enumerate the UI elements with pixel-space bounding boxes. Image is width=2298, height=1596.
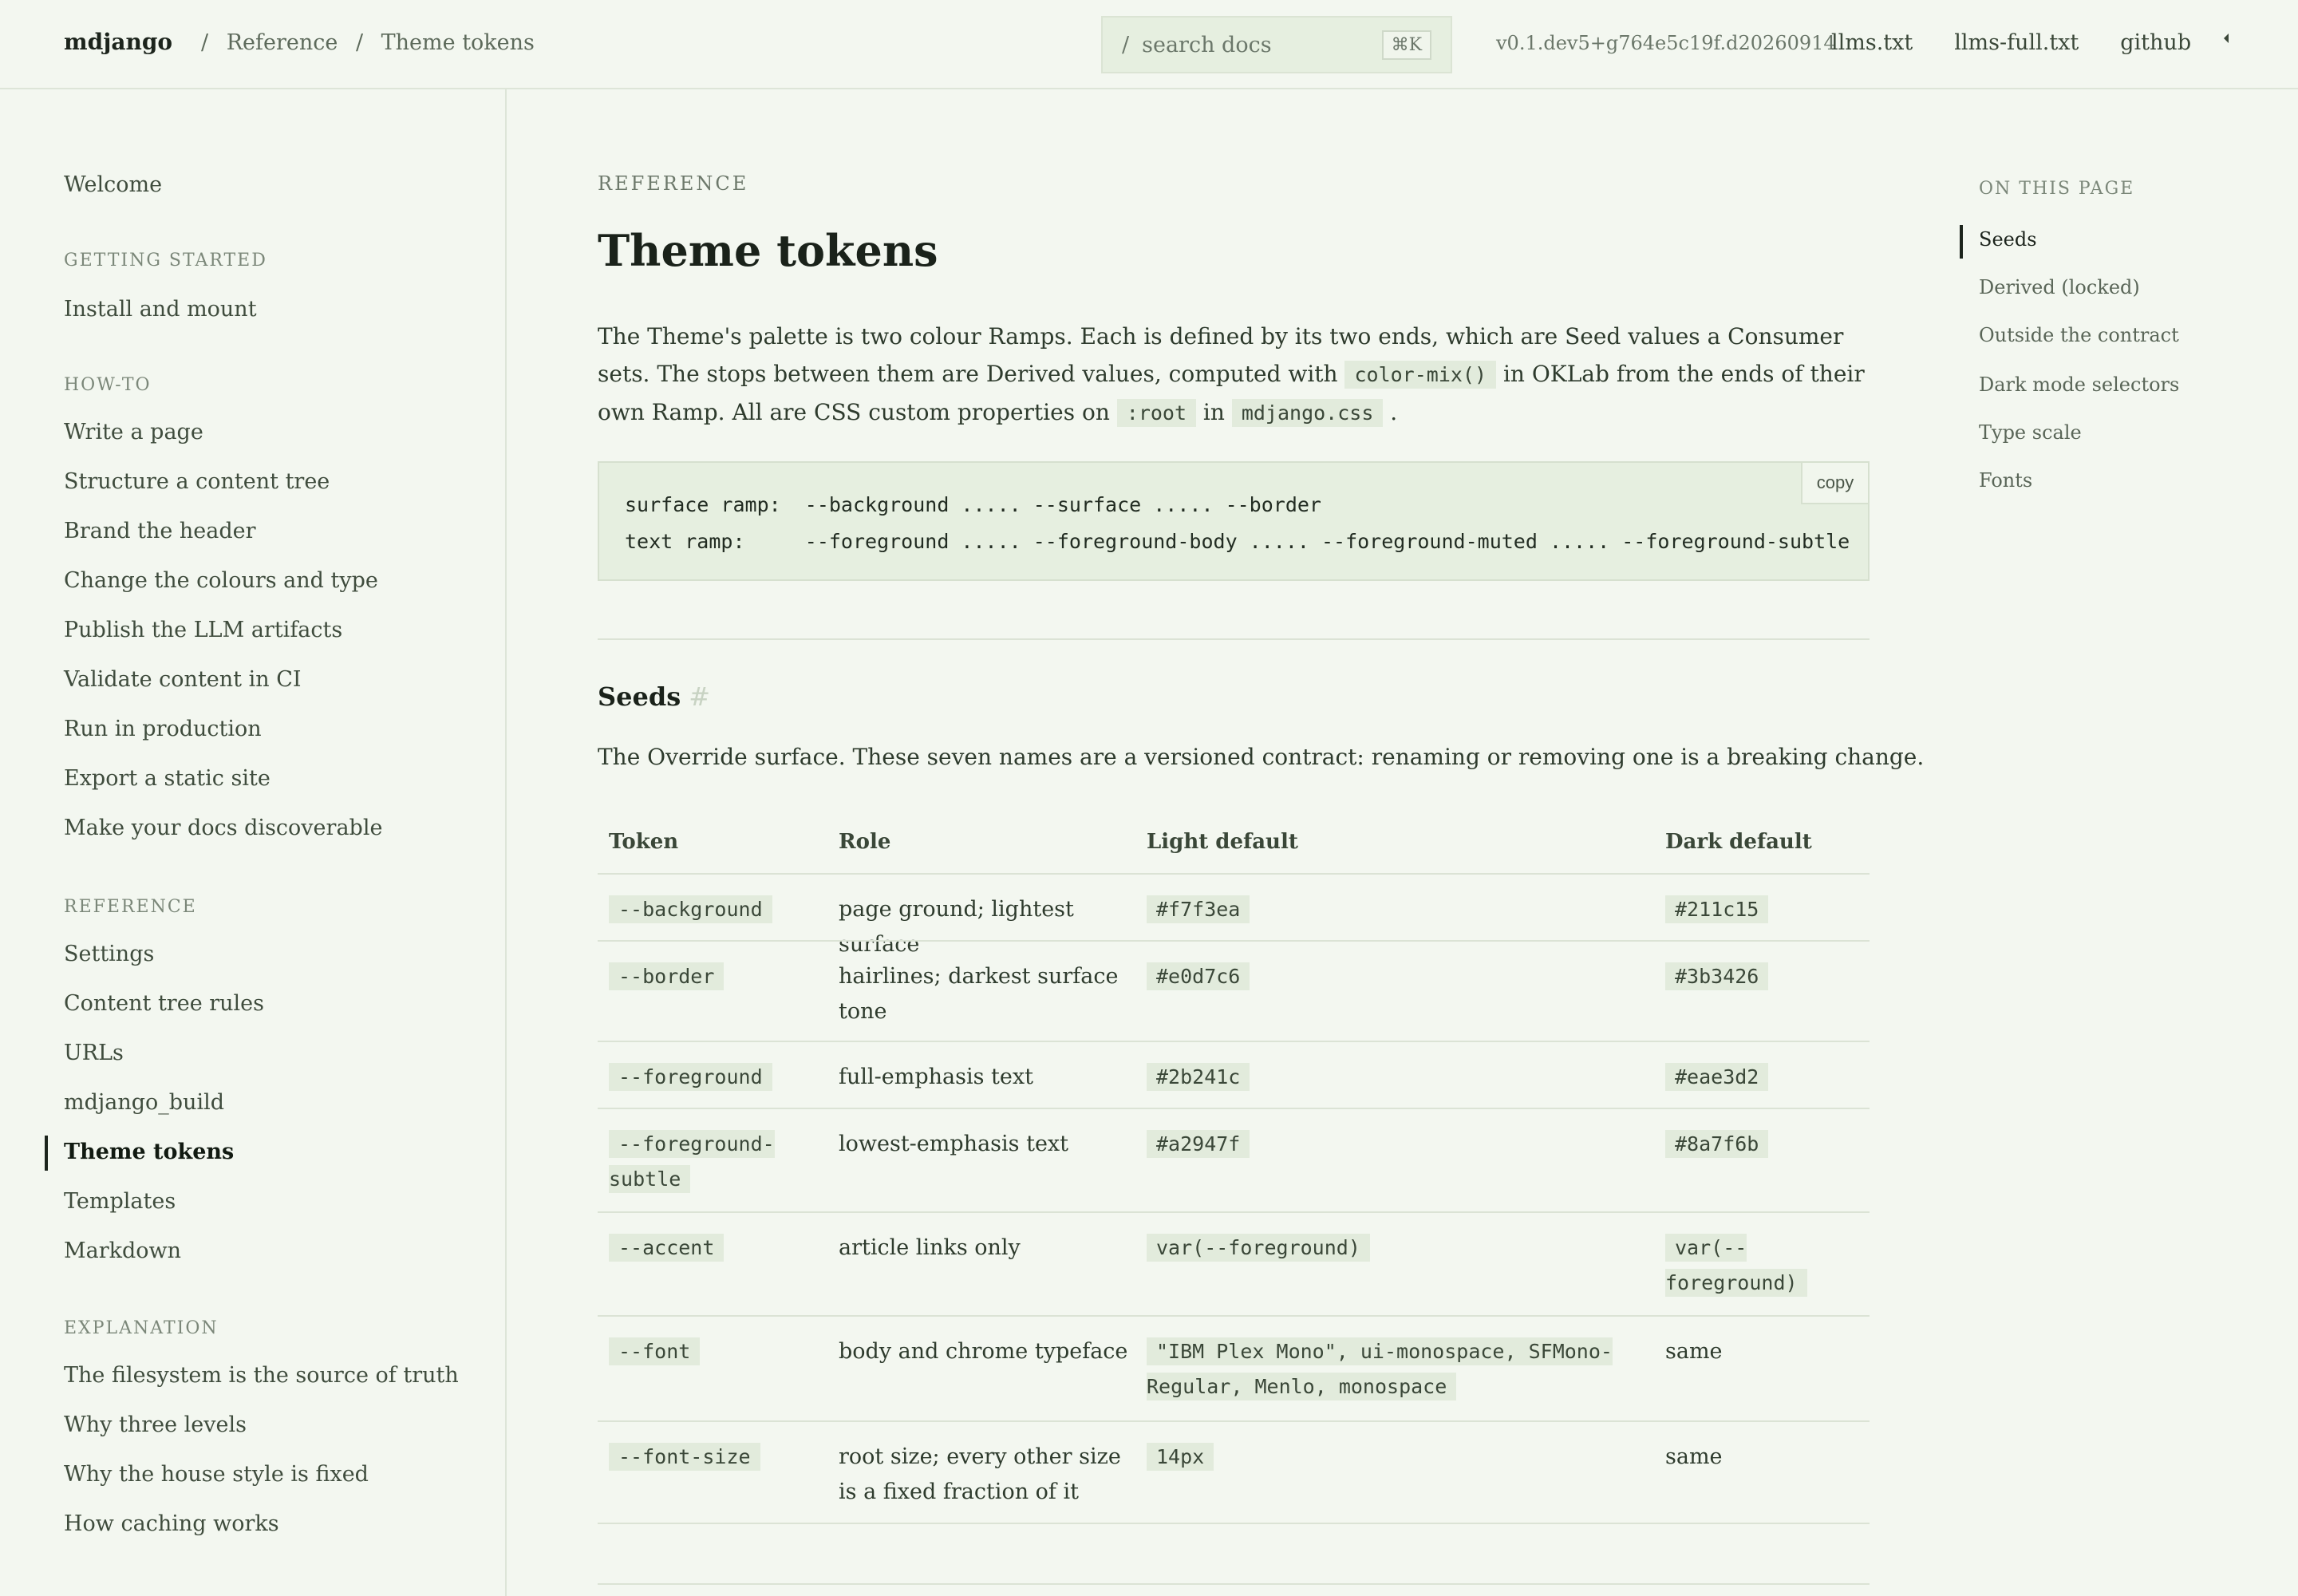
- light-default-cell: [1147, 1334, 1657, 1404]
- sidebar-item-urls[interactable]: URLs: [64, 1041, 124, 1065]
- dark-default-cell: same: [1665, 1339, 1723, 1364]
- toc-item-fonts[interactable]: Fonts: [1979, 469, 2033, 492]
- sidebar-item-why-three-levels[interactable]: Why three levels: [64, 1412, 247, 1437]
- token-code: --border: [609, 962, 724, 990]
- sidebar-item-content-tree-rules[interactable]: Content tree rules: [64, 991, 265, 1016]
- token-code: --font-size: [609, 1443, 760, 1471]
- value-code: #211c15: [1665, 895, 1768, 923]
- breadcrumb-separator: /: [355, 30, 364, 55]
- dark-default-cell: [1665, 1231, 1817, 1301]
- light-default-cell: [1147, 892, 1657, 927]
- table-row: [598, 1211, 1870, 1317]
- token-code: --accent: [609, 1234, 724, 1262]
- inline-code-color-mix: color-mix(): [1344, 361, 1496, 389]
- value-code: #8a7f6b: [1665, 1130, 1768, 1158]
- intro-text: in OKLab from the ends of their own Ramp. All are CSS custom properties on: [598, 361, 1865, 425]
- toc-active-indicator: [1960, 225, 1963, 259]
- light-default-cell: [1147, 959, 1657, 994]
- toc-item-outside-contract[interactable]: Outside the contract: [1979, 324, 2179, 346]
- role-cell: root size; every other size is a fixed fraction of it: [839, 1444, 1121, 1504]
- toc-item-type-scale[interactable]: Type scale: [1979, 421, 2082, 444]
- anchor-link[interactable]: #: [689, 681, 711, 712]
- token-cell: [609, 1127, 792, 1197]
- token-cell: [609, 959, 824, 994]
- dark-default-cell: [1665, 959, 1865, 994]
- light-default-cell: [1147, 1440, 1657, 1475]
- toc-heading: ON THIS PAGE: [1979, 179, 2135, 199]
- seeds-description: The Override surface. These seven names are a versioned contract: renaming or removing one is a breaking change.: [598, 744, 1925, 770]
- token-code: --background: [609, 895, 772, 923]
- sidebar-item-how-caching-works[interactable]: How caching works: [64, 1511, 279, 1536]
- breadcrumb-current: Theme tokens: [381, 30, 535, 55]
- sidebar-item-theme-tokens[interactable]: Theme tokens: [64, 1140, 235, 1164]
- intro-text: The Theme's palette is two colour Ramps. Each is defined by its two ends, which are Seed values a Consumer sets. The stops between them are Derived values, computed with: [598, 323, 1844, 387]
- role-cell: lowest-emphasis text: [839, 1132, 1068, 1156]
- sidebar-nav: [0, 89, 507, 1596]
- seeds-heading: [598, 681, 710, 712]
- page-title: Theme tokens: [598, 225, 938, 276]
- seeds-heading-text: Seeds: [598, 681, 681, 712]
- sidebar-heading-explanation: EXPLANATION: [64, 1318, 219, 1338]
- table-row: [598, 1315, 1870, 1422]
- toc-item-derived-locked[interactable]: Derived (locked): [1979, 276, 2140, 298]
- value-code: "IBM Plex Mono", ui-monospace, SFMono-Regular, Menlo, monospace: [1147, 1337, 1613, 1400]
- section-divider: [598, 1583, 1870, 1585]
- breadcrumb: [201, 30, 546, 55]
- code-line: surface ramp: --background ..... --surface ..... --border: [625, 493, 1321, 516]
- role-cell: article links only: [839, 1235, 1021, 1260]
- header-links: [1831, 30, 2233, 55]
- sidebar-item-mdjango-build[interactable]: mdjango_build: [64, 1090, 225, 1115]
- sidebar-item-templates[interactable]: Templates: [64, 1189, 176, 1214]
- table-row: [598, 1420, 1870, 1524]
- column-header-light-default: Light default: [1147, 830, 1298, 854]
- copy-button[interactable]: copy: [1801, 463, 1868, 504]
- code-content: [625, 487, 1850, 560]
- dark-default-cell: [1665, 892, 1865, 927]
- inline-code-mdjango-css: mdjango.css: [1232, 399, 1384, 427]
- search-input[interactable]: [1101, 16, 1452, 73]
- token-code: --font: [609, 1337, 700, 1365]
- sidebar-item-welcome[interactable]: Welcome: [64, 172, 163, 197]
- sidebar-item-settings[interactable]: Settings: [64, 942, 155, 966]
- sidebar-heading-how-to: HOW-TO: [64, 375, 152, 395]
- sidebar-item-structure-a-content-tree[interactable]: Structure a content tree: [64, 469, 330, 494]
- column-header-dark-default: Dark default: [1665, 830, 1812, 854]
- code-line: text ramp: --foreground ..... --foreground-body ..... --foreground-muted ..... --foreground-subtle: [625, 530, 1850, 553]
- token-cell: [609, 1334, 824, 1369]
- code-block: [598, 461, 1870, 581]
- sidebar-item-export-static-site[interactable]: Export a static site: [64, 766, 270, 791]
- table-row: [598, 1108, 1870, 1213]
- dark-default-cell: [1665, 1060, 1865, 1095]
- sidebar-item-why-house-style-fixed[interactable]: Why the house style is fixed: [64, 1462, 369, 1487]
- inline-code-root: :root: [1117, 399, 1196, 427]
- table-row: [598, 873, 1870, 957]
- sidebar-active-indicator: [45, 1136, 48, 1171]
- value-code: #2b241c: [1147, 1063, 1250, 1091]
- token-code: --foreground-subtle: [609, 1130, 775, 1193]
- value-code: #e0d7c6: [1147, 962, 1250, 990]
- search-placeholder: search docs: [1142, 32, 1272, 57]
- dark-default-cell: [1665, 1127, 1865, 1162]
- token-cell: [609, 892, 824, 927]
- token-cell: [609, 1231, 824, 1266]
- role-cell: hairlines; darkest surface tone: [839, 964, 1119, 1024]
- role-cell: body and chrome typeface: [839, 1339, 1128, 1364]
- sidebar-item-publish-llm-artifacts[interactable]: Publish the LLM artifacts: [64, 618, 343, 642]
- sidebar-item-run-in-production[interactable]: Run in production: [64, 717, 262, 741]
- github-link[interactable]: github: [2120, 30, 2192, 55]
- value-code: #f7f3ea: [1147, 895, 1250, 923]
- column-header-role: Role: [839, 830, 891, 854]
- search-slash-icon: /: [1122, 32, 1130, 57]
- search-shortcut-badge: ⌘K: [1382, 30, 1431, 60]
- sidebar-item-filesystem-source-of-truth[interactable]: The filesystem is the source of truth: [64, 1363, 459, 1388]
- section-eyebrow: REFERENCE: [598, 172, 749, 195]
- brand-logo[interactable]: mdjango: [64, 29, 173, 55]
- section-divider: [598, 638, 1870, 640]
- intro-text: in: [1196, 399, 1232, 425]
- role-cell: full-emphasis text: [839, 1065, 1033, 1089]
- breadcrumb-separator: /: [201, 30, 209, 55]
- llms-full-txt-link[interactable]: llms-full.txt: [1954, 30, 2079, 55]
- sidebar-item-validate-content-in-ci[interactable]: Validate content in CI: [64, 667, 302, 692]
- light-default-cell: [1147, 1127, 1657, 1162]
- intro-text: .: [1383, 399, 1398, 425]
- light-default-cell: [1147, 1231, 1657, 1266]
- token-cell: [609, 1440, 824, 1475]
- dark-default-cell: same: [1665, 1444, 1723, 1469]
- sidebar-heading-reference: REFERENCE: [64, 897, 197, 917]
- toc-item-seeds[interactable]: Seeds: [1979, 228, 2037, 251]
- value-code: #a2947f: [1147, 1130, 1250, 1158]
- table-row: [598, 940, 1870, 1042]
- light-default-cell: [1147, 1060, 1657, 1095]
- sidebar-item-markdown[interactable]: Markdown: [64, 1238, 182, 1263]
- token-code: --foreground: [609, 1063, 772, 1091]
- value-code: #eae3d2: [1665, 1063, 1768, 1091]
- llms-txt-link[interactable]: llms.txt: [1831, 30, 1913, 55]
- sidebar-heading-getting-started: GETTING STARTED: [64, 251, 267, 271]
- sidebar-item-change-colours-and-type[interactable]: Change the colours and type: [64, 568, 378, 593]
- token-cell: [609, 1060, 824, 1095]
- sidebar-item-brand-the-header[interactable]: Brand the header: [64, 519, 256, 543]
- toc-item-dark-mode-selectors[interactable]: Dark mode selectors: [1979, 373, 2180, 396]
- column-header-token: Token: [609, 830, 679, 854]
- intro-paragraph: [598, 318, 1866, 432]
- breadcrumb-reference[interactable]: Reference: [226, 30, 338, 55]
- value-code: var(--foreground): [1665, 1234, 1807, 1297]
- half-circle-icon[interactable]: [2222, 32, 2230, 49]
- table-row: [598, 1041, 1870, 1109]
- version-label: v0.1.dev5+g764e5c19f.d20260914: [1496, 32, 1836, 54]
- sidebar-item-make-docs-discoverable[interactable]: Make your docs discoverable: [64, 816, 383, 840]
- value-code: 14px: [1147, 1443, 1214, 1471]
- top-header: [0, 0, 2298, 89]
- value-code: var(--foreground): [1147, 1234, 1370, 1262]
- sidebar-item-install-and-mount[interactable]: Install and mount: [64, 297, 257, 322]
- sidebar-item-write-a-page[interactable]: Write a page: [64, 420, 203, 444]
- value-code: #3b3426: [1665, 962, 1768, 990]
- role-cell: page ground; lightest surface: [839, 897, 1074, 957]
